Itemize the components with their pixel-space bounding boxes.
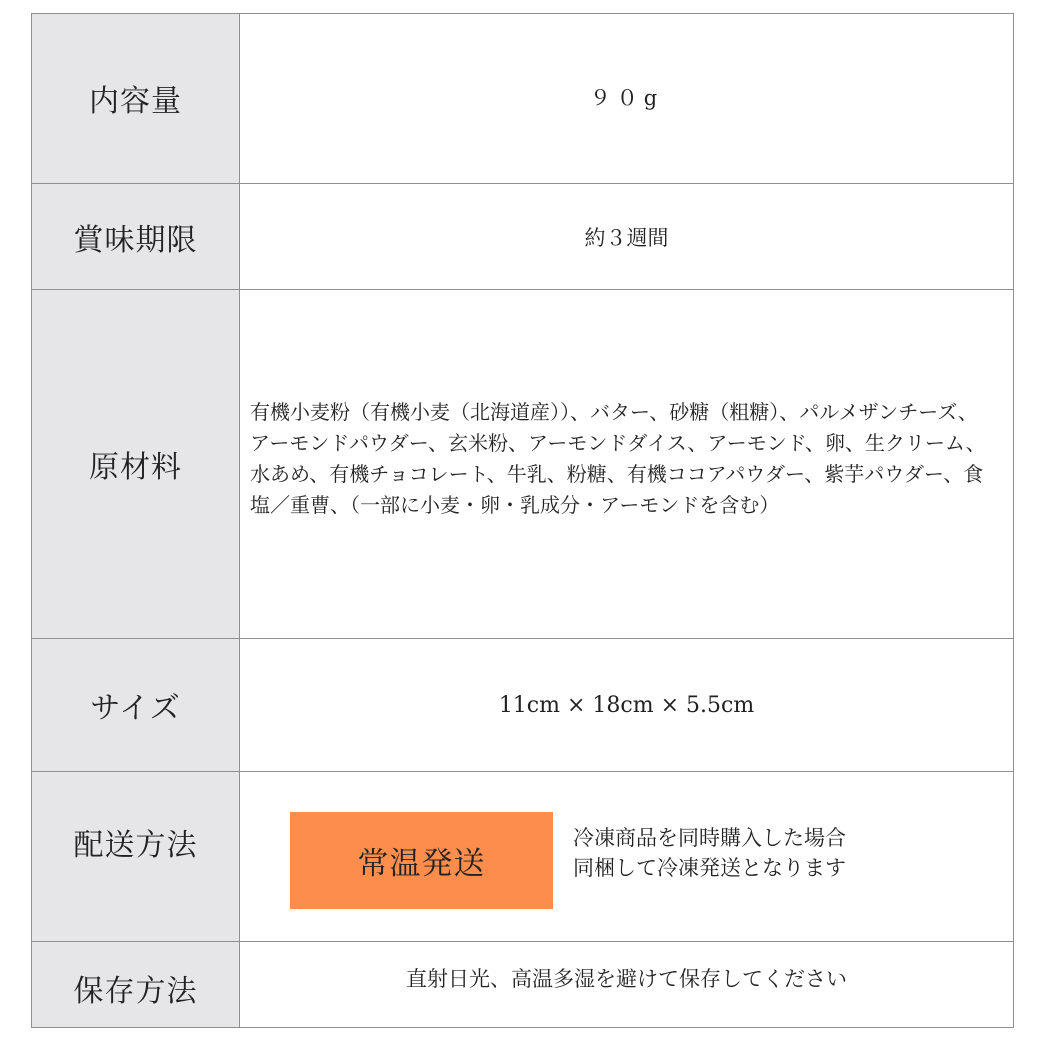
spec-row-storage — [32, 942, 1013, 1028]
spec-label-storage: 保存方法 — [32, 942, 240, 1027]
spec-value-ingredients-cell — [240, 290, 1013, 638]
spec-label-ingredients: 原材料 — [32, 290, 240, 638]
product-spec-table — [31, 13, 1014, 1028]
spec-value-size: 11cm × 18cm × 5.5cm — [498, 692, 755, 718]
ambient-shipping-badge: 常温発送 — [290, 812, 553, 909]
shipping-note-line-1: 冷凍商品を同時購入した場合 — [573, 825, 846, 850]
spec-value-volume: ９０g — [589, 86, 664, 110]
spec-row-expiry — [32, 184, 1013, 290]
spec-label-volume: 内容量 — [32, 14, 240, 183]
spec-label-shipping: 配送方法 — [32, 772, 240, 941]
spec-label-size: サイズ — [32, 639, 240, 771]
spec-row-volume — [32, 14, 1013, 184]
spec-value-expiry: 約３週間 — [584, 225, 669, 250]
spec-value-shipping-cell — [240, 772, 1013, 941]
spec-row-size — [32, 639, 1013, 772]
spec-row-ingredients — [32, 290, 1013, 639]
spec-value-size-cell — [240, 639, 1013, 771]
spec-value-storage: 直射日光、高温多湿を避けて保存してください — [406, 966, 847, 991]
ingredients-text: 有機小麦粉（有機小麦（北海道産））、バター、砂糖（粗糖）、パルメザンチーズ、アーモンドパウダー、玄米粉、アーモンドダイス、アーモンド、卵、生クリーム、水あめ、有機チョコレート、牛乳、粉糖、有機ココアパウダー、紫芋パウダー、食塩／重曹、（一部に小麦・卵・乳成分・アーモンドを含む） — [250, 400, 986, 517]
shipping-note-line-2: 同梱して冷凍発送となります — [573, 855, 846, 880]
spec-row-shipping — [32, 772, 1013, 942]
spec-label-expiry: 賞味期限 — [32, 184, 240, 289]
shipping-note — [573, 823, 846, 883]
